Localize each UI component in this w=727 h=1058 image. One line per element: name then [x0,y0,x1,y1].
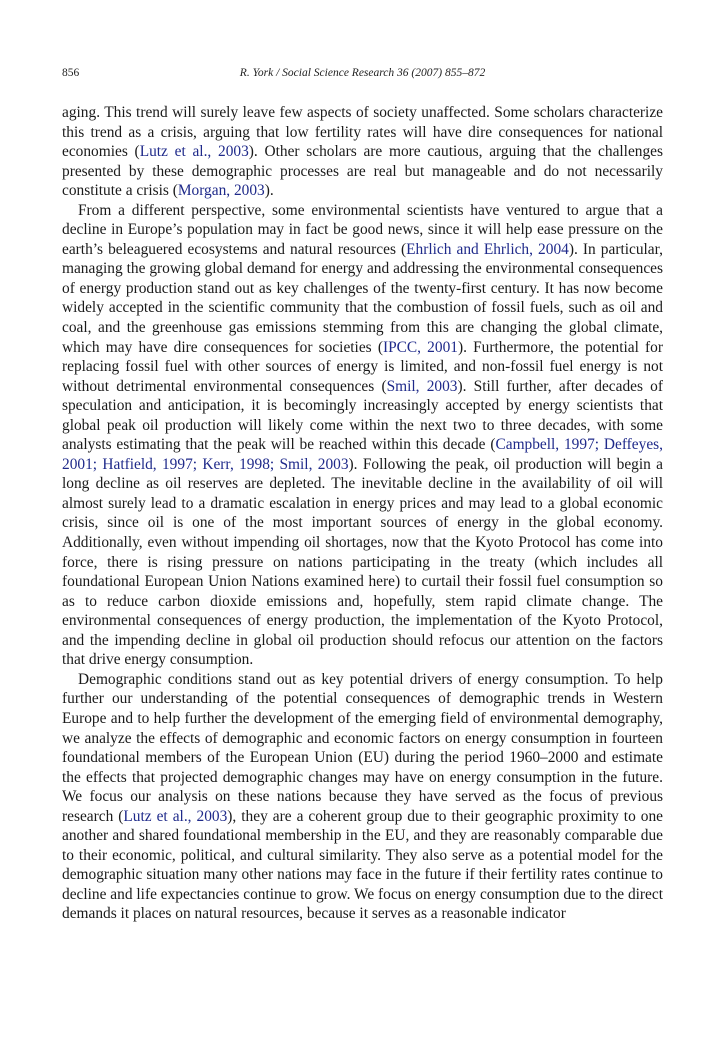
citation-link[interactable]: Ehrlich and Ehrlich, 2004 [406,240,569,258]
text-run: ). Following the peak, oil production will begin a long decline as oil reserves are depleted. The inevitable decline in the availability of oil will almost surely lead to a dramatic escalation in energy prices and may lead to a global economic crisis, since oil is one of the most important sources of energy in the global economy. Additionally, even without impending oil shortages, now that the Kyoto Protocol has come into force, there is rising pressure on nations participating in the treaty (which includes all foundational European Union Nations examined here) to curtail their fossil fuel consumption so as to reduce carbon dioxide emissions and, hopefully, stem rapid climate change. The environmental consequences of energy production, the implementation of the Kyoto Protocol, and the impending decline in global oil production should refocus our attention on the factors that drive energy consumption. [62,455,664,669]
running-head [62,67,663,83]
text-run: ). [264,182,274,200]
citation-link[interactable]: IPCC, 2001 [382,338,458,356]
citation-link[interactable]: Campbell, 1997; Deffeyes, 2001; Hatfield, 1997; Kerr, 1998; Smil, 2003 [62,436,663,473]
text-run: ). Furthermore, the potential for replacing fossil fuel with other sources of energy is limited, and non-fossil fuel energy is not without detrimental environmental consequences ( [62,338,663,395]
body-text [62,103,663,924]
text-run: Demographic conditions stand out as key potential drivers of energy consumption. To help further our understanding of the potential consequences of demographic trends in Western Europe and to help further the development of the emerging field of environmental demography, we analyze the effects of demographic and economic factors on energy consumption in fourteen foundational members of the European Union (EU) during the period 1960–2000 and estimate the effects that projected demographic changes may have on energy consumption in the future. We focus our analysis on these nations because they have served as the focus of previous research ( [62,670,663,825]
citation-link[interactable]: Lutz et al., 2003 [123,807,228,825]
text-run: From a different perspective, some environmental scientists have ventured to argue that a decline in Europe’s population may in fact be good news, since it will help ease pressure on the earth’s beleaguered ecosystems and natural resources ( [62,201,663,258]
paragraph-1 [62,103,663,201]
text-run: ). In particular, managing the growing global demand for energy and addressing the environmental consequences of energy production stand out as key challenges of the twenty-first century. It has now become widely accepted in the scientific community that the combustion of fossil fuels, such as oil and coal, and the greenhouse gas emissions stemming from this are changing the global climate, which may have dire consequences for societies ( [62,240,663,356]
page-number: 856 [62,67,80,79]
paragraph-3 [62,670,663,924]
citation-link[interactable]: Morgan, 2003 [177,182,265,200]
text-run: ), they are a coherent group due to their geographic proximity to one another and shared foundational membership in the EU, and they are reasonably comparable due to their economic, political, and cultural similarity. They also serve as a potential model for the demographic situation many other nations may face in the future if their fertility rates continue to decline and life expectancies continue to grow. We focus on energy consumption due to the direct demands it places on natural resources, because it serves as a reasonable indicator [62,807,663,923]
journal-reference: R. York / Social Science Research 36 (2007) 855–872 [239,67,486,79]
paragraph-2 [62,201,663,670]
citation-link[interactable]: Smil, 2003 [386,377,458,395]
text-run: aging. This trend will surely leave few aspects of society unaffected. Some scholars characterize this trend as a crisis, arguing that low fertility rates will have dire consequences for national economies ( [62,104,663,161]
citation-link[interactable]: Lutz et al., 2003 [139,143,249,161]
text-run: ). Still further, after decades of speculation and anticipation, it is becomingly increasingly accepted by energy scientists that global peak oil production will likely come within the next two to three decades, with some analysts estimating that the peak will be reached within this decade ( [62,377,663,454]
text-run: ). Other scholars are more cautious, arguing that the challenges presented by these demographic processes are real but manageable and do not necessarily constitute a crisis ( [62,143,663,200]
